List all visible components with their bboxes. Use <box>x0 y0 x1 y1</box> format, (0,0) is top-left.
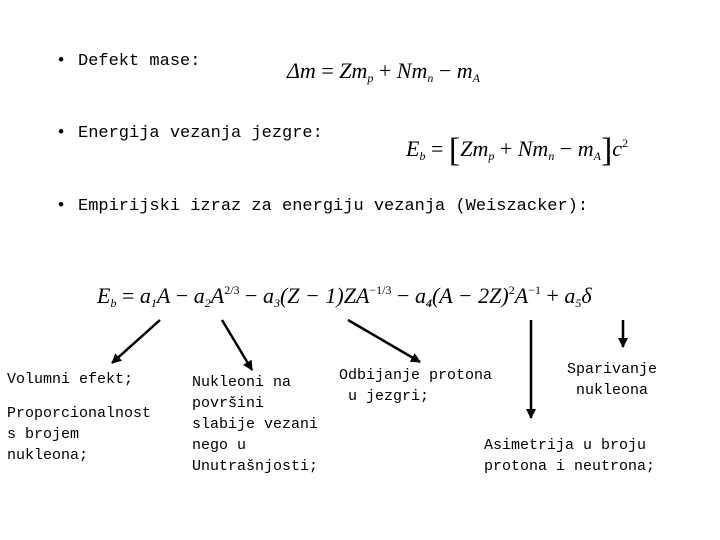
bullet-text: Energija vezanja jezgre: <box>78 124 323 143</box>
bullet-text: Empirijski izraz za energiju vezanja (Weiszacker): <box>78 197 589 216</box>
weizsacker-formula: $E_b = a_1A - a_2A^{2/3} - a_3(Z - 1)ZA^{-1/3} - a_4(A - 2Z)^2A^{-1} + a_5\delta$ <box>97 283 592 310</box>
mass-defect-formula: $\Delta m = Zm_p + Nm_n - m_A$ <box>287 58 480 85</box>
arrow-coulomb <box>348 320 420 362</box>
bullet-marker: • <box>56 197 67 216</box>
bullet-marker: • <box>56 124 67 143</box>
note-pairing: Sparivanje nukleona <box>567 361 658 399</box>
note-asymmetry: Asimetrija u broju protona i neutrona; <box>484 437 656 475</box>
note-coulomb: Odbijanje protona u jezgri; <box>339 367 493 405</box>
note-volume-effect: Volumni efekt; <box>7 371 134 388</box>
note-surface: Nukleoni na površini slabije vezani nego u Unutrašnjosti; <box>192 374 319 475</box>
binding-energy-formula: $E_b = [Zm_p + Nm_n - m_A]c^2$ <box>406 132 629 169</box>
bullet-text: Defekt mase: <box>78 52 201 71</box>
note-proportionality: Proporcionalnost s brojem nukleona; <box>7 405 152 464</box>
arrow-surface <box>222 320 252 370</box>
bullet-marker: • <box>56 52 67 71</box>
arrow-volume <box>112 320 160 363</box>
